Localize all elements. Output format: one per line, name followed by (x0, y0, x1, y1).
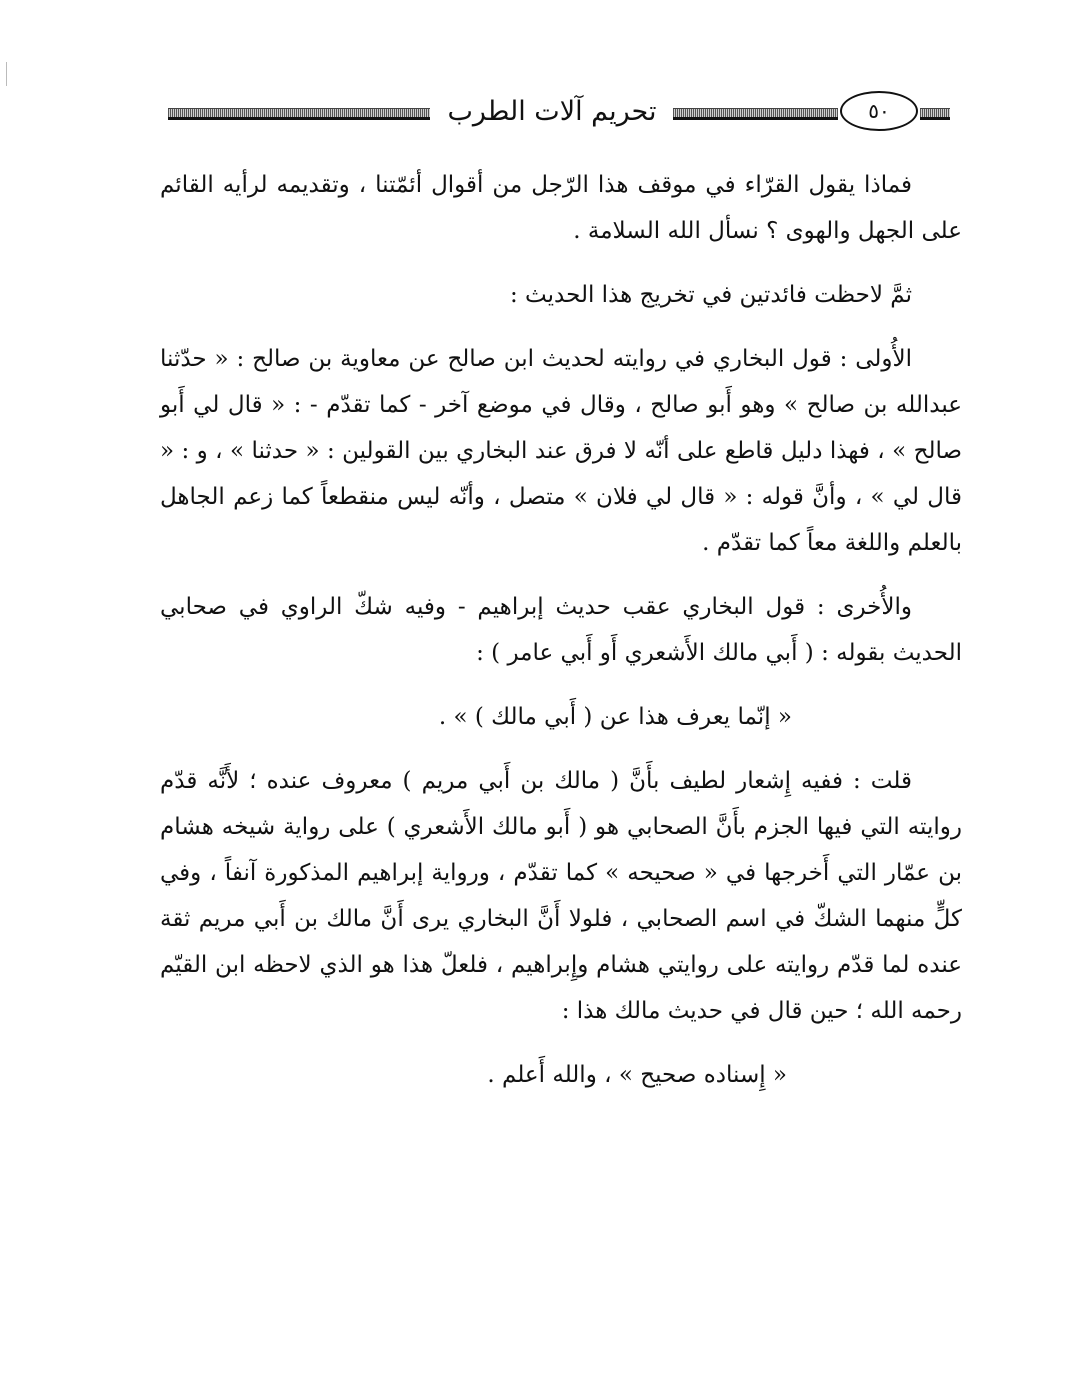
quote-line: « إِسناده صحيح » ، والله أَعلم . (487, 1062, 787, 1088)
quote-line: « إنّما يعرف هذا عن ( أَبي مالك ) » . (438, 704, 792, 730)
paragraph: الأُولى : قول البخاري في روايته لحديث ابن صالح عن معاوية بن صالح : « حدّثنا عبدالله بن صالح » وهو أَبو صالح ، وقال في موضع آخر - كما تقدّم - : « قال لي أَبو صالح » ، فهذا دليل قاطع على أنّه لا فرق عند البخاري بين القولين : « حدثنا » ، و : « قال لي » ، وأنَّ قوله : « قال لي فلان » متصل ، وأنّه ليس منقطعاً كما زعم الجاهل بالعلم واللغة معاً كما تقدّم . (160, 346, 962, 556)
running-title: تحريم آلات الطرب (447, 96, 657, 127)
paragraph: قلت : ففيه إِشعار لطيف بأَنَّ ( مالك بن أَبي مريم ) معروف عنده ؛ لأَنَّه قدّم روايته التي فيها الجزم بأَنَّ الصحابي هو ( أَبو مالك الأَشعري ) على رواية شيخه هشام بن عمّار التي أَخرجها في « صحيحه » كما تقدّم ، ورواية إبراهيم المذكورة آنفاً ، وفي كلٍّ منهما الشكّ في اسم الصحابي ، فلولا أَنَّ البخاري يرى أَنَّ مالك بن أَبي مريم ثقة عنده لما قدّم روايته على روايتي هشام وإِبراهيم ، فلعلّ هذا هو الذي لاحظه ابن القيّم رحمه الله ؛ حين قال في حديث مالك هذا : (160, 768, 962, 1024)
page-header (168, 88, 950, 144)
paragraph: ثمَّ لاحظت فائدتين في تخريج هذا الحديث : (510, 282, 912, 308)
header-rule-middle (673, 108, 838, 120)
header-rule-left (168, 108, 430, 120)
scan-edge-mark (6, 62, 7, 86)
header-rule-right (920, 108, 950, 120)
page-number: ٥٠ (840, 91, 918, 131)
paragraph: والأُخرى : قول البخاري عقب حديث إبراهيم - وفيه شكّ الراوي في صحابي الحديث بقوله : ( أَبي مالك الأَشعري أَو أَبي عامر ) : (160, 594, 962, 666)
paragraph: فماذا يقول القرّاء في موقف هذا الرّجل من أقوال أئمّتنا ، وتقديمه لرأيه القائم على الجهل والهوى ؟ نسأل الله السلامة . (160, 172, 962, 244)
body-text (160, 162, 962, 1116)
